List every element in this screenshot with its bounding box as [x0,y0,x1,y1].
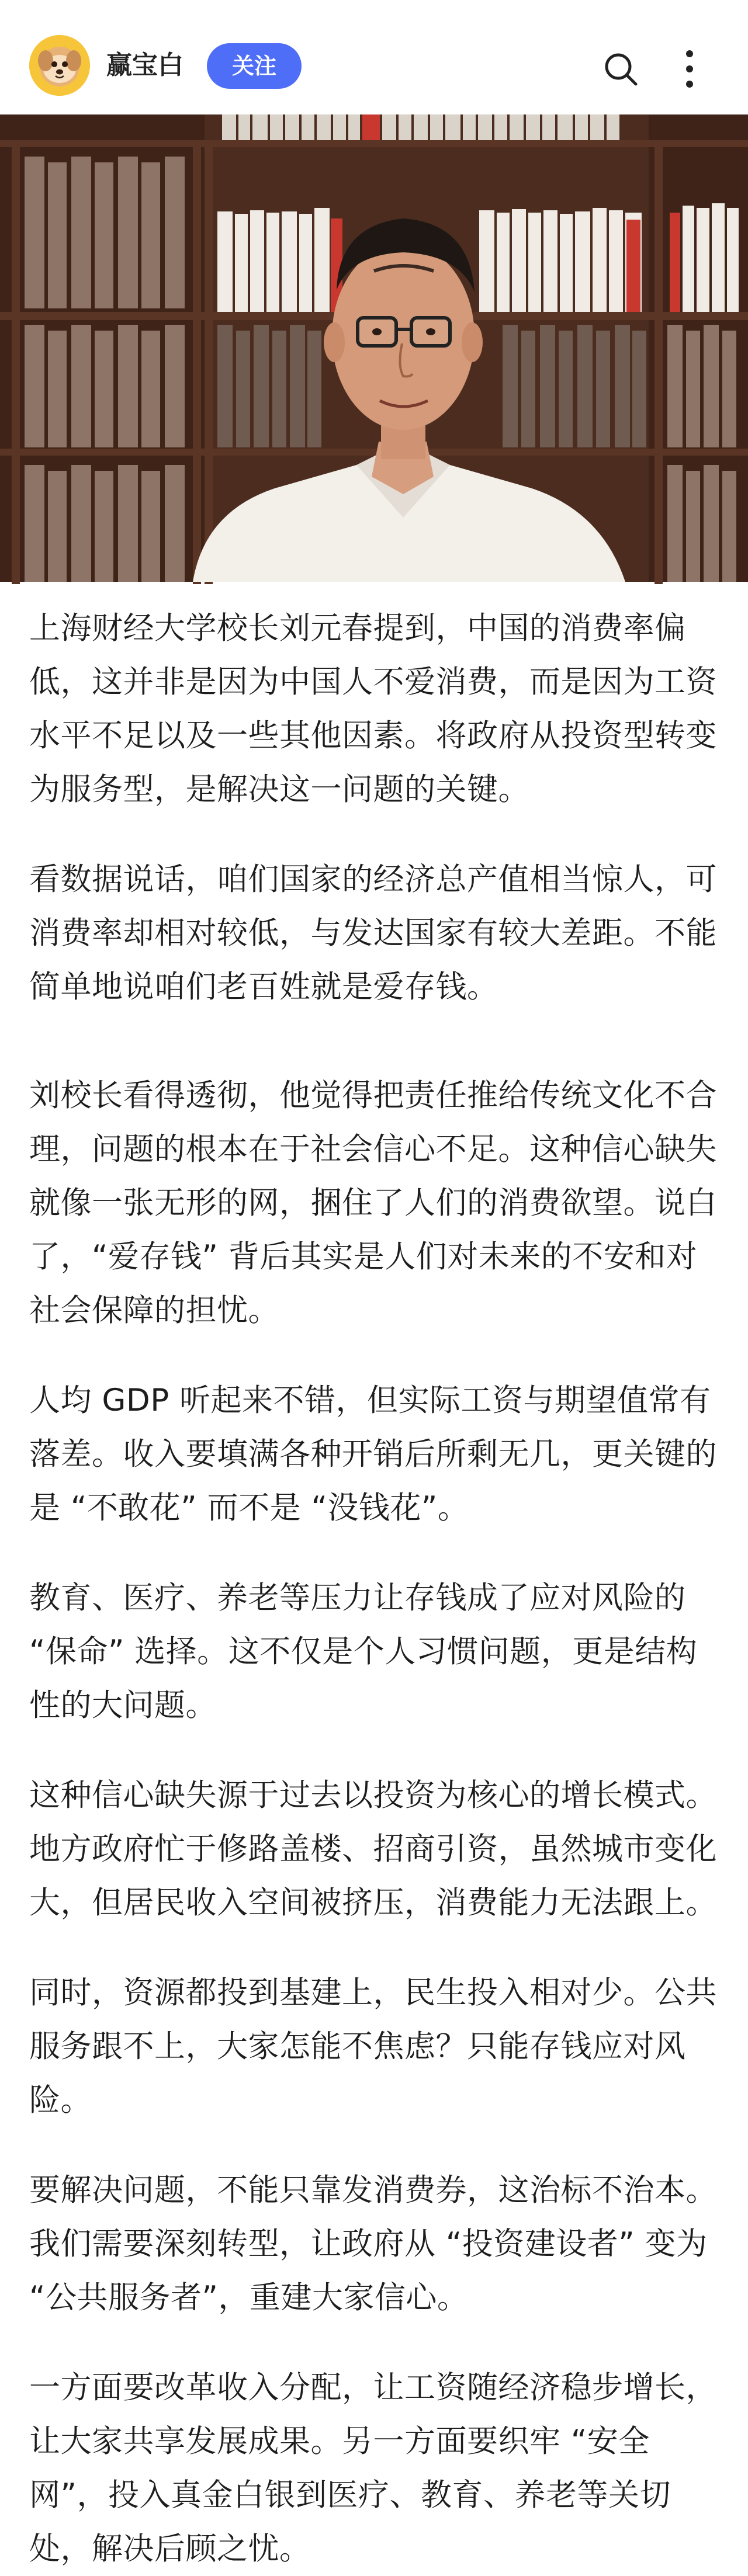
article-paragraph: 这种信心缺失源于过去以投资为核心的增长模式。地方政府忙于修路盖楼、招商引资，虽然城市变化大，但居民收入空间被挤压，消费能力无法跟上。 [29,1777,717,1921]
author-name[interactable]: 赢宝白 [106,50,183,80]
search-icon[interactable] [602,50,639,88]
dog-avatar-icon [29,35,90,96]
article-paragraph: 上海财经大学校长刘元春提到，中国的消费率偏低，这并非是因为中国人不爱消费，而是因为工资水平不足以及一些其他因素。将政府从投资型转变为服务型，是解决这一问题的关键。 [29,610,717,807]
article-paragraph: 教育、医疗、养老等压力让存钱成了应对风险的 “保命” 选择。这不仅是个人习惯问题，更是结构性的大问题。 [29,1580,698,1723]
article-paragraph: 要解决问题，不能只靠发消费券，这治标不治本。我们需要深刻转型，让政府从 “投资建设者” 变为 “公共服务者”，重建大家信心。 [29,2172,717,2315]
follow-button[interactable]: 关注 [207,43,302,89]
author-avatar[interactable] [29,35,90,96]
article-body [29,602,719,2576]
article-paragraph: 看数据说话，咱们国家的经济总产值相当惊人，可消费率却相对较低，与发达国家有较大差距。不能简单地说咱们老百姓就是爱存钱。 [29,862,717,1005]
article-paragraph: 同时，资源都投到基建上，民生投入相对少。公共服务跟不上，大家怎能不焦虑？只能存钱应对风险。 [29,1975,717,2118]
hero-photo [0,114,748,582]
article-paragraph: 人均 GDP 听起来不错，但实际工资与期望值常有落差。收入要填满各种开销后所剩无几，更关键的是 “不敢花” 而不是 “没钱花”。 [29,1383,717,1526]
more-vertical-icon[interactable] [683,47,697,91]
article-header [0,0,748,114]
article-paragraph: 刘校长看得透彻，他觉得把责任推给传统文化不合理，问题的根本在于社会信心不足。这种信心缺失就像一张无形的网，捆住了人们的消费欲望。说白了，“爱存钱” 背后其实是人们对未来的不安和对社会保障的担忧。 [29,1078,717,1328]
portrait-photo [0,114,748,582]
article-paragraph: 一方面要改革收入分配，让工资随经济稳步增长，让大家共享发展成果。另一方面要织牢 “安全网”，投入真金白银到医疗、教育、养老等关切处，解决后顾之忧。 [29,2370,717,2567]
